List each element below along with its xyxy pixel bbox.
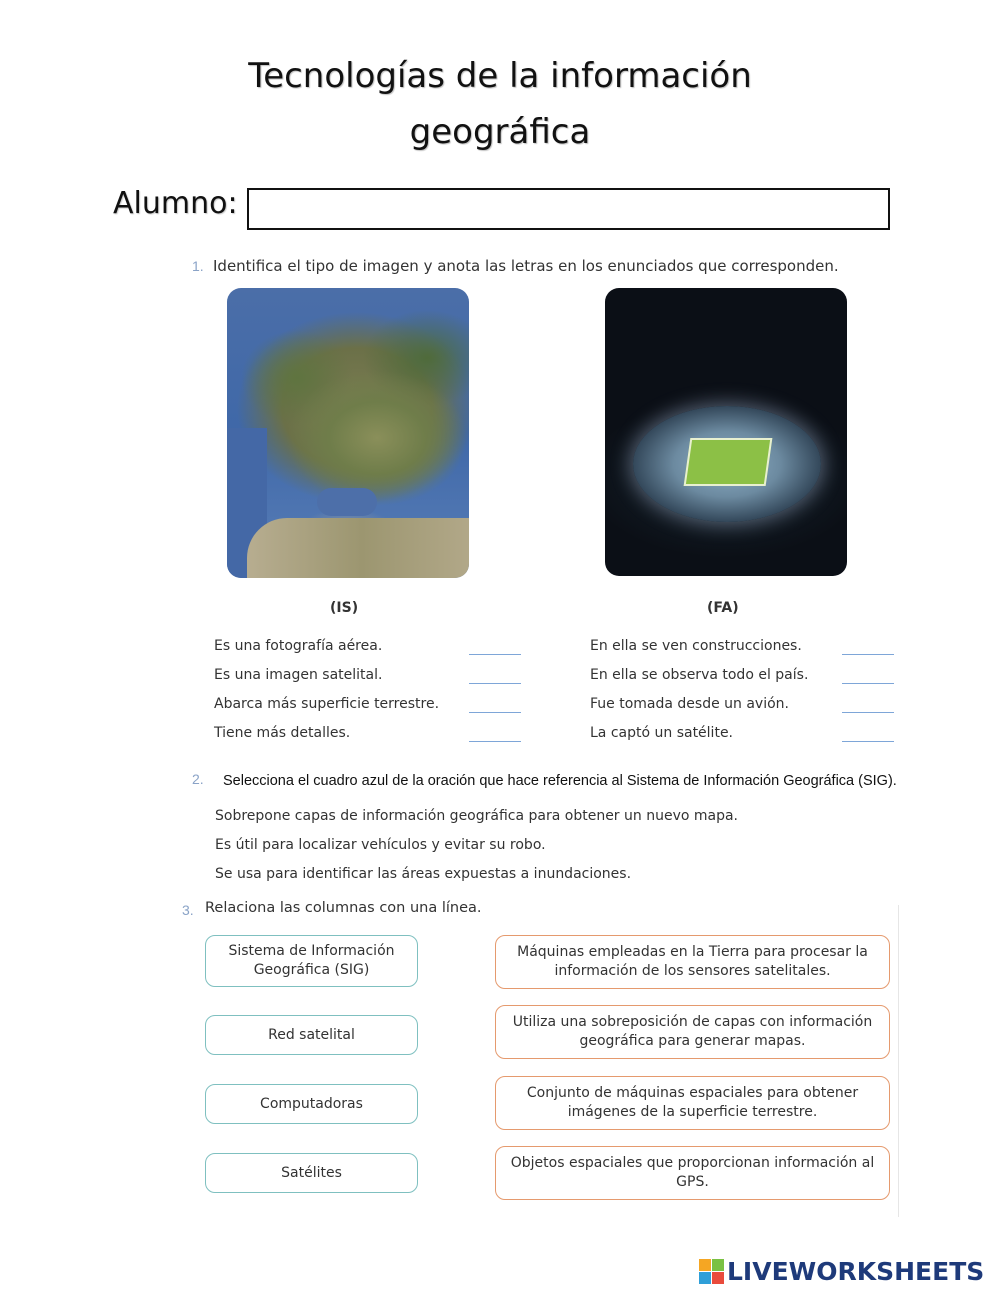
match-left-red-satelital[interactable]: Red satelital <box>205 1015 418 1055</box>
liveworksheets-brand <box>699 1257 984 1286</box>
match-right-1[interactable]: Máquinas empleadas en la Tierra para procesar la información de los sensores satelitales. <box>495 935 890 989</box>
question-3-number: 3. <box>182 902 194 918</box>
liveworksheets-wordmark: LIVEWORKSHEETS <box>727 1257 985 1286</box>
match-right-2[interactable]: Utiliza una sobreposición de capas con información geográfica para generar mapas. <box>495 1005 890 1059</box>
statement-right-2: En ella se observa todo el país. <box>590 667 809 683</box>
satellite-image <box>227 288 469 578</box>
statement-left-1: Es una fotografía aérea. <box>214 638 383 654</box>
answer-blank-right-4[interactable] <box>842 722 894 742</box>
question-1-text: Identifica el tipo de imagen y anota las letras en los enunciados que corresponden. <box>213 257 839 275</box>
sig-option-2[interactable]: Es útil para localizar vehículos y evitar su robo. <box>215 837 546 853</box>
sig-option-3[interactable]: Se usa para identificar las áreas expuestas a inundaciones. <box>215 866 632 882</box>
answer-blank-left-2[interactable] <box>469 664 521 684</box>
page-title-line2: geográfica <box>409 112 591 152</box>
question-2-number: 2. <box>192 771 204 787</box>
scan-edge-divider <box>898 905 899 1217</box>
alumno-name-input[interactable] <box>247 188 890 230</box>
alumno-label: Alumno: <box>113 186 238 221</box>
question-1-number: 1. <box>192 258 204 274</box>
match-left-computadoras[interactable]: Computadoras <box>205 1084 418 1124</box>
page-title-line1: Tecnologías de la información <box>248 56 752 96</box>
statement-right-1: En ella se ven construcciones. <box>590 638 802 654</box>
stadium-field <box>684 438 773 486</box>
answer-blank-right-3[interactable] <box>842 693 894 713</box>
satellite-africa-coast <box>247 518 469 578</box>
sig-option-1[interactable]: Sobrepone capas de información geográfica para obtener un nuevo mapa. <box>215 808 739 824</box>
match-right-4[interactable]: Objetos espaciales que proporcionan información al GPS. <box>495 1146 890 1200</box>
liveworksheets-logo-icon <box>699 1259 724 1284</box>
caption-is: (IS) <box>330 600 359 616</box>
question-3-text: Relaciona las columnas con una línea. <box>205 900 482 916</box>
answer-blank-right-1[interactable] <box>842 635 894 655</box>
aerial-photo-stadium <box>605 288 847 576</box>
statement-left-2: Es una imagen satelital. <box>214 667 383 683</box>
statement-right-3: Fue tomada desde un avión. <box>590 696 789 712</box>
answer-blank-right-2[interactable] <box>842 664 894 684</box>
caption-fa: (FA) <box>707 600 739 616</box>
match-left-sig[interactable]: Sistema de Información Geográfica (SIG) <box>205 935 418 987</box>
answer-blank-left-3[interactable] <box>469 693 521 713</box>
answer-blank-left-4[interactable] <box>469 722 521 742</box>
answer-blank-left-1[interactable] <box>469 635 521 655</box>
statement-right-4: La captó un satélite. <box>590 725 734 741</box>
statement-left-4: Tiene más detalles. <box>214 725 351 741</box>
match-left-satelites[interactable]: Satélites <box>205 1153 418 1193</box>
satellite-strait <box>317 488 377 516</box>
statement-left-3: Abarca más superficie terrestre. <box>214 696 440 712</box>
question-2-text: Selecciona el cuadro azul de la oración que hace referencia al Sistema de Información Geográfica (SIG). <box>223 773 897 789</box>
match-right-3[interactable]: Conjunto de máquinas espaciales para obtener imágenes de la superficie terrestre. <box>495 1076 890 1130</box>
